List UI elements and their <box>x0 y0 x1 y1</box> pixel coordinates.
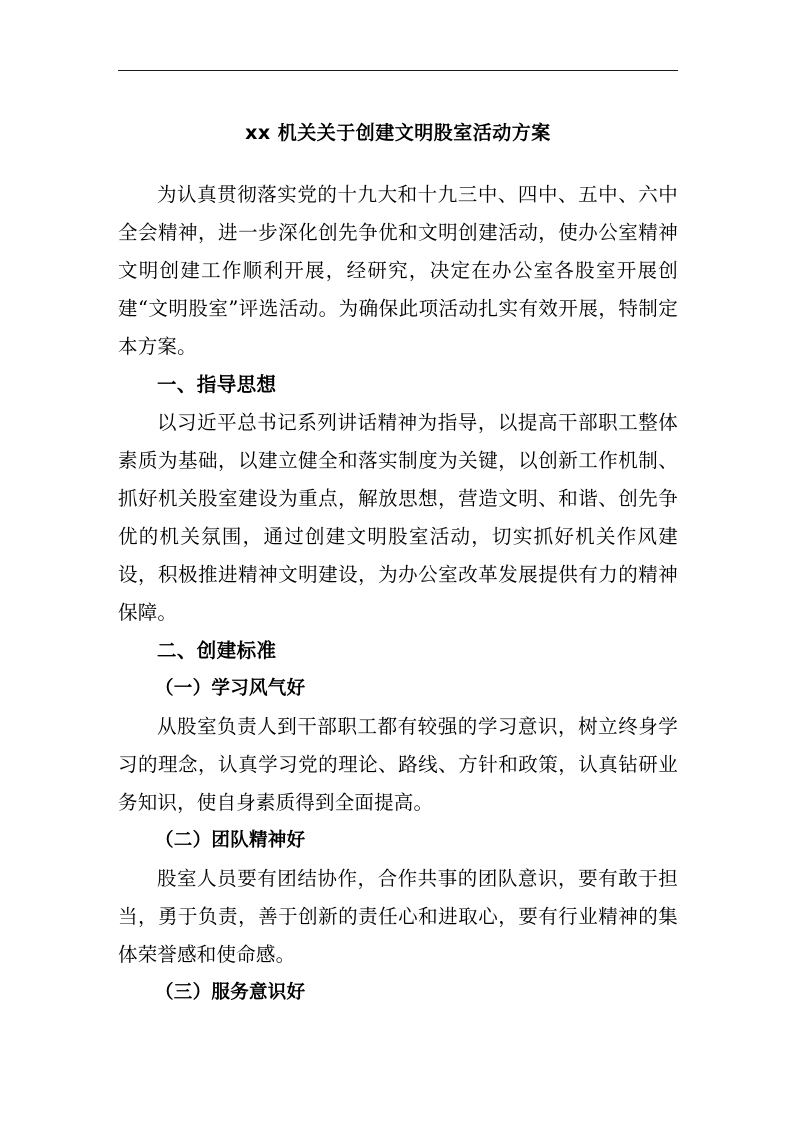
body-text <box>118 176 678 1012</box>
subsection-heading-1: （一）学习风气好 <box>155 678 306 699</box>
subsection-heading-3: （三）服务意识好 <box>155 982 306 1003</box>
guiding-thought-paragraph: 以习近平总书记系列讲话精神为指导，以提高干部职工整体素质为基础，以建立健全和落实制度为关键，以创新工作机制、抓好机关股室建设为重点，解放思想，营造文明、和谐、创先争优的机关氛围，通过创建文明股室活动，切实抓好机关作风建设，积极推进精神文明建设，为办公室改革发展提供有力的精神保障。 <box>118 411 678 624</box>
intro-paragraph: 为认真贯彻落实党的十九大和十九三中、四中、五中、六中全会精神，进一步深化创先争优和文明创建活动，使办公室精神文明创建工作顺利开展，经研究，决定在办公室各股室开展创建“文明股室”评选活动。为确保此项活动扎实有效开展，特制定本方案。 <box>118 183 678 358</box>
section-heading-2: 二、创建标准 <box>157 639 277 662</box>
study-atmosphere-paragraph: 从股室负责人到干部职工都有较强的学习意识，树立终身学习的理念，认真学习党的理论、路线、方针和政策，认真钻研业务知识，使自身素质得到全面提高。 <box>118 715 678 814</box>
section-heading-1: 一、指导思想 <box>157 373 277 396</box>
header-divider <box>118 70 678 71</box>
subsection-heading-2: （二）团队精神好 <box>155 830 306 851</box>
team-spirit-paragraph: 股室人员要有团结协作，合作共事的团队意识，要有敢于担当，勇于负责，善于创新的责任心和进取心，要有行业精神的集体荣誉感和使命感。 <box>118 867 678 966</box>
page-content <box>118 0 678 1122</box>
page-title: xx 机关关于创建文明股室活动方案 <box>245 122 551 144</box>
